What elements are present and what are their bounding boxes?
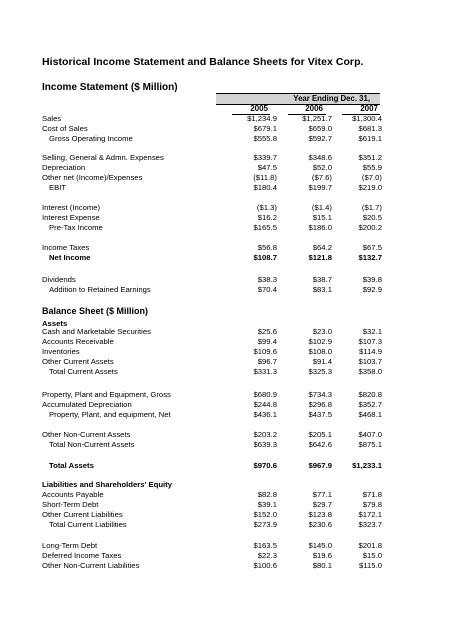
income-row-label: Pre-Tax Income [49, 223, 103, 232]
liabilities-value-2007: $15.0 [362, 551, 382, 560]
income-value-2007: $39.8 [362, 275, 382, 284]
income-value-2006: $592.7 [308, 134, 332, 143]
assets-value-2007: $103.7 [358, 357, 382, 366]
income-value-2007: $1,300.4 [352, 114, 382, 123]
income-row-label: Sales [42, 114, 62, 123]
assets-value-2007: $32.1 [362, 327, 382, 336]
income-value-2006: $38.7 [312, 275, 332, 284]
assets-value-2005: $680.9 [253, 390, 277, 399]
liabilities-value-2007: $172.1 [358, 510, 382, 519]
assets-value-2006: $967.9 [308, 461, 332, 470]
assets-value-2007: $352.7 [358, 400, 382, 409]
income-value-2005: $38.3 [257, 275, 277, 284]
income-row [42, 163, 382, 173]
assets-value-2006: $91.4 [312, 357, 332, 366]
liabilities-row-label: Short-Term Debt [42, 500, 99, 509]
assets-row-label: Cash and Marketable Securities [42, 327, 151, 336]
liabilities-value-2005: $273.9 [253, 520, 277, 529]
income-value-2006: $121.8 [308, 253, 332, 262]
income-value-2007: $67.5 [362, 243, 382, 252]
liabilities-value-2006: $77.1 [312, 490, 332, 499]
income-row [42, 275, 382, 285]
assets-value-2005: $331.3 [253, 367, 277, 376]
liabilities-row-label: Other Current Liabilities [42, 510, 123, 519]
year-2005-header: 2005 [250, 104, 268, 113]
assets-value-2007: $107.3 [358, 337, 382, 346]
assets-row [42, 390, 382, 400]
liabilities-value-2005: $39.1 [257, 500, 277, 509]
liabilities-row-label: Deferred Income Taxes [42, 551, 122, 560]
income-row-label: Cost of Sales [42, 124, 88, 133]
income-value-2005: ($1.3) [256, 203, 277, 212]
assets-value-2007: $1,233.1 [352, 461, 382, 470]
income-value-2006: $64.2 [312, 243, 332, 252]
assets-value-2005: $99.4 [257, 337, 277, 346]
assets-value-2007: $875.1 [358, 440, 382, 449]
assets-row [42, 357, 382, 367]
income-value-2005: $70.4 [257, 285, 277, 294]
assets-value-2006: $23.0 [312, 327, 332, 336]
assets-value-2007: $468.1 [358, 410, 382, 419]
income-row-label: Interest Expense [42, 213, 100, 222]
assets-row-label: Property, Plant, and equipment, Net [49, 410, 171, 419]
assets-value-2007: $358.0 [358, 367, 382, 376]
liabilities-row [42, 551, 382, 561]
income-row-label: Gross Operating Income [49, 134, 133, 143]
assets-row [42, 337, 382, 347]
liabilities-row-label: Accounts Payable [42, 490, 104, 499]
income-row-label: Addition to Retained Earnings [49, 285, 151, 294]
income-value-2007: $681.3 [358, 124, 382, 133]
assets-row-label: Accounts Receivable [42, 337, 114, 346]
assets-row [42, 327, 382, 337]
income-value-2005: $679.1 [253, 124, 277, 133]
income-value-2005: $1,234.9 [247, 114, 277, 123]
assets-row-label: Other Non-Current Assets [42, 430, 131, 439]
assets-value-2005: $203.2 [253, 430, 277, 439]
liabilities-value-2007: $201.8 [358, 541, 382, 550]
income-row [42, 243, 382, 253]
assets-value-2005: $96.7 [257, 357, 277, 366]
liabilities-value-2007: $115.0 [359, 561, 382, 570]
liabilities-row [42, 490, 382, 500]
liabilities-row [42, 520, 382, 530]
liabilities-heading: Liabilities and Shareholders' Equity [42, 480, 172, 489]
assets-value-2005: $970.6 [253, 461, 277, 470]
liabilities-value-2007: $79.8 [362, 500, 382, 509]
income-row [42, 173, 382, 183]
assets-value-2005: $436.1 [253, 410, 277, 419]
assets-value-2007: $820.8 [358, 390, 382, 399]
income-value-2006: $15.1 [312, 213, 332, 222]
assets-heading: Assets [42, 319, 68, 328]
income-statement-heading: Income Statement ($ Million) [42, 82, 178, 93]
liabilities-value-2007: $71.8 [362, 490, 382, 499]
income-value-2006: ($7.6) [311, 173, 332, 182]
liabilities-row [42, 500, 382, 510]
income-value-2005: $56.8 [257, 243, 277, 252]
income-value-2006: ($1.4) [311, 203, 332, 212]
liabilities-value-2006: $123.8 [308, 510, 332, 519]
assets-value-2005: $25.6 [257, 327, 277, 336]
liabilities-value-2005: $82.8 [257, 490, 277, 499]
year-2007-header: 2007 [360, 104, 378, 113]
income-value-2005: $108.7 [253, 253, 277, 262]
assets-row-label: Total Current Assets [49, 367, 118, 376]
assets-row-label: Accumulated Depreciation [42, 400, 132, 409]
income-row-label: EBIT [49, 183, 67, 192]
income-row [42, 153, 382, 163]
income-value-2007: $92.9 [362, 285, 382, 294]
liabilities-value-2005: $152.0 [253, 510, 277, 519]
income-value-2006: $1,251.7 [302, 114, 332, 123]
income-value-2005: $16.2 [257, 213, 277, 222]
assets-value-2007: $114.9 [359, 347, 382, 356]
income-row-label: Net Income [49, 253, 91, 262]
page-title: Historical Income Statement and Balance Sheets for Vitex Corp. [42, 56, 364, 68]
assets-row [42, 400, 382, 410]
income-value-2007: ($7.0) [361, 173, 382, 182]
liabilities-value-2007: $323.7 [358, 520, 382, 529]
income-value-2007: $20.5 [362, 213, 382, 222]
assets-value-2006: $437.5 [308, 410, 332, 419]
income-row [42, 124, 382, 134]
income-row [42, 134, 382, 144]
assets-value-2006: $108.0 [308, 347, 332, 356]
assets-value-2006: $325.3 [308, 367, 332, 376]
income-row-label: Income Taxes [42, 243, 90, 252]
income-value-2006: $186.0 [308, 223, 332, 232]
income-value-2006: $83.1 [312, 285, 332, 294]
liabilities-row [42, 541, 382, 551]
year-2006-header: 2006 [305, 104, 323, 113]
income-row-label: Other net (Income)/Expenses [42, 173, 143, 182]
liabilities-value-2006: $80.1 [312, 561, 332, 570]
income-value-2005: $339.7 [253, 153, 277, 162]
liabilities-value-2005: $163.5 [253, 541, 277, 550]
assets-row [42, 461, 382, 471]
assets-row [42, 430, 382, 440]
assets-row [42, 410, 382, 420]
income-value-2007: ($1.7) [361, 203, 382, 212]
assets-row-label: Inventories [42, 347, 80, 356]
assets-row-label: Property, Plant and Equipment, Gross [42, 390, 171, 399]
assets-row [42, 347, 382, 357]
income-value-2006: $659.0 [308, 124, 332, 133]
income-value-2005: $165.5 [253, 223, 277, 232]
liabilities-value-2006: $230.6 [308, 520, 332, 529]
income-value-2006: $348.6 [308, 153, 332, 162]
income-value-2007: $132.7 [358, 253, 382, 262]
income-row [42, 213, 382, 223]
income-value-2006: $52.0 [312, 163, 332, 172]
liabilities-value-2006: $145.0 [308, 541, 332, 550]
income-row [42, 203, 382, 213]
income-row [42, 183, 382, 193]
liabilities-row-label: Total Current Liabilities [49, 520, 127, 529]
assets-value-2005: $639.3 [253, 440, 277, 449]
income-row-label: Selling, General & Admn. Expenses [42, 153, 164, 162]
assets-row-label: Other Current Assets [42, 357, 114, 366]
income-value-2006: $199.7 [308, 183, 332, 192]
income-row-label: Interest (Income) [42, 203, 101, 212]
assets-value-2006: $642.6 [308, 440, 332, 449]
liabilities-row [42, 510, 382, 520]
liabilities-value-2006: $19.6 [312, 551, 332, 560]
liabilities-value-2005: $22.3 [257, 551, 277, 560]
income-row [42, 223, 382, 233]
assets-value-2005: $244.8 [253, 400, 277, 409]
income-row [42, 253, 382, 263]
income-row [42, 285, 382, 295]
assets-value-2006: $205.1 [308, 430, 332, 439]
income-row-label: Dividends [42, 275, 76, 284]
income-value-2007: $55.9 [362, 163, 382, 172]
income-value-2005: ($11.8) [253, 173, 277, 182]
assets-row [42, 367, 382, 377]
balance-sheet-heading: Balance Sheet ($ Million) [42, 306, 149, 316]
assets-value-2007: $407.0 [358, 430, 382, 439]
liabilities-row-label: Long-Term Debt [42, 541, 98, 550]
income-value-2007: $619.1 [358, 134, 382, 143]
liabilities-row [42, 561, 382, 571]
assets-value-2006: $296.8 [308, 400, 332, 409]
assets-value-2005: $109.6 [253, 347, 277, 356]
liabilities-value-2006: $29.7 [312, 500, 332, 509]
income-value-2005: $180.4 [253, 183, 277, 192]
assets-row-label: Total Non-Current Assets [49, 440, 135, 449]
income-value-2007: $200.2 [358, 223, 382, 232]
liabilities-value-2005: $100.6 [253, 561, 277, 570]
income-value-2005: $47.5 [257, 163, 277, 172]
assets-value-2006: $734.3 [308, 390, 332, 399]
year-header-label: Year Ending Dec. 31, [293, 94, 370, 103]
income-row [42, 114, 382, 124]
assets-row [42, 440, 382, 450]
income-value-2005: $555.8 [253, 134, 277, 143]
assets-row-label: Total Assets [49, 461, 94, 470]
income-row-label: Depreciation [42, 163, 86, 172]
liabilities-row-label: Other Non-Current Liabilities [42, 561, 140, 570]
assets-value-2006: $102.9 [308, 337, 332, 346]
income-value-2007: $351.2 [358, 153, 382, 162]
income-value-2007: $219.0 [358, 183, 382, 192]
